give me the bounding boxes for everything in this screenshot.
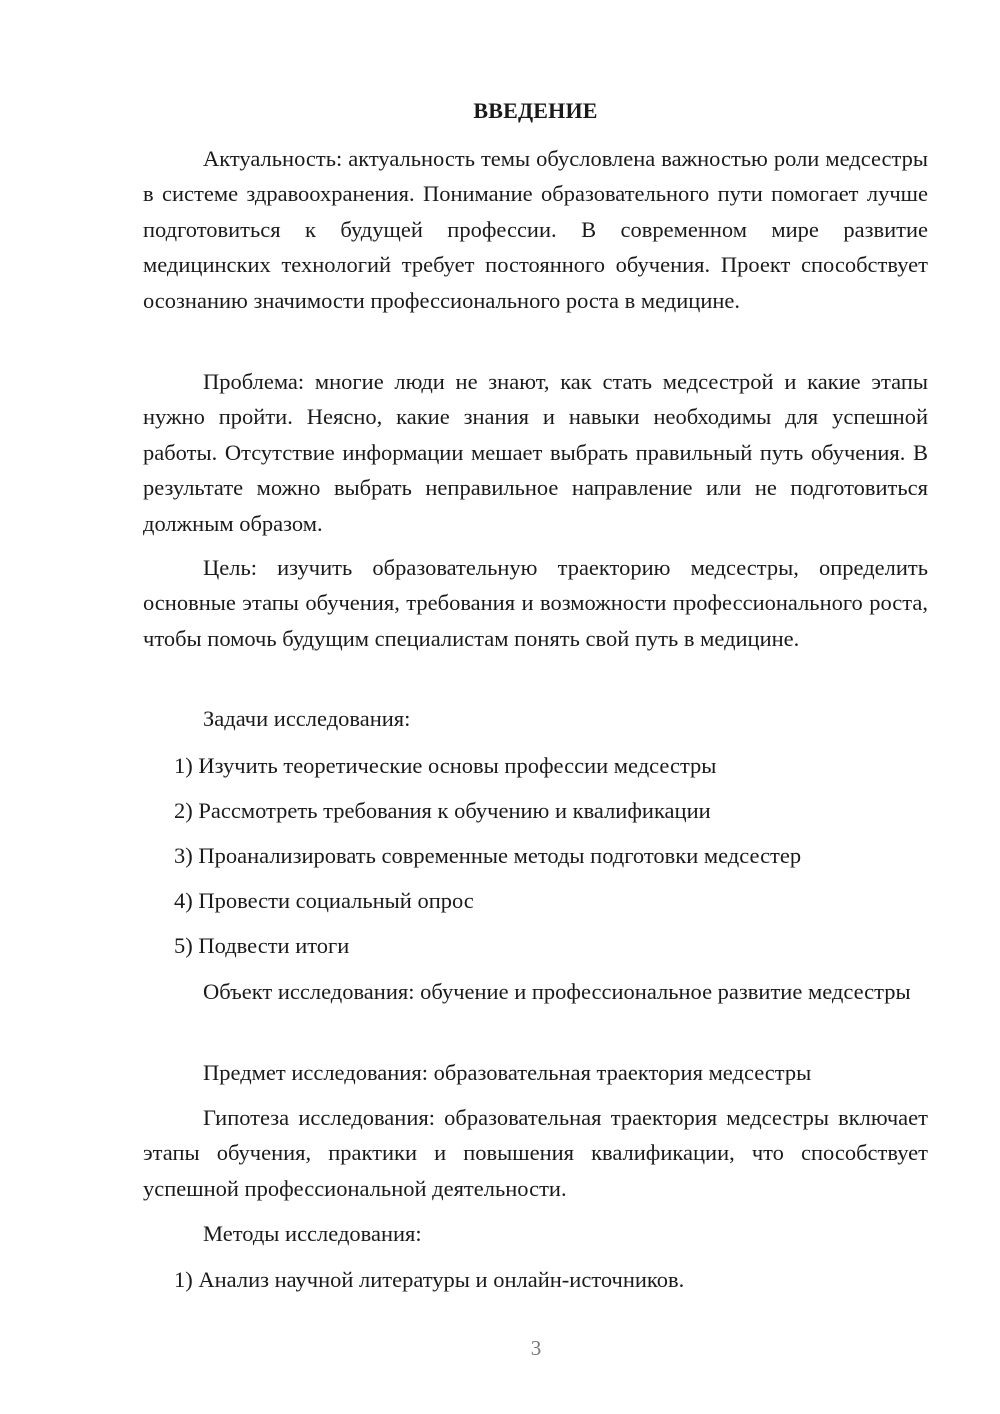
task-item: 1) Изучить теоретические основы профессии медсестры xyxy=(174,753,717,778)
page-title: ВВЕДЕНИЕ xyxy=(473,98,598,123)
task-item: 4) Провести социальный опрос xyxy=(174,888,474,913)
task-item: 3) Проанализировать современные методы подготовки медсестер xyxy=(174,843,802,868)
task-item: 5) Подвести итоги xyxy=(174,933,350,958)
hypothesis-paragraph: Гипотеза исследования: образовательная траектория медсестры включает этапы обучения, практики и повышения квалификации, что способствует успешной профессиональной деятельности. xyxy=(143,1105,928,1201)
task-item: 2) Рассмотреть требования к обучению и квалификации xyxy=(174,798,711,823)
method-item: 1) Анализ научной литературы и онлайн-источников. xyxy=(174,1267,685,1292)
relevance-paragraph: Актуальность: актуальность темы обусловлена важностью роли медсестры в системе здравоохранения. Понимание образовательного пути помогает лучше подготовиться к будущей профессии. В современном мире развитие медицинских технологий требует постоянного обучения. Проект способствует осознанию значимости профессионального роста в медицине. xyxy=(143,146,928,313)
problem-paragraph: Проблема: многие люди не знают, как стать медсестрой и какие этапы нужно пройти. Неясно, какие знания и навыки необходимы для успешной работы. Отсутствие информации мешает выбрать правильный путь обучения. В результате можно выбрать неправильное направление или не подготовиться должным образом. xyxy=(143,369,928,536)
methods-heading: Методы исследования: xyxy=(203,1221,422,1246)
tasks-heading: Задачи исследования: xyxy=(203,706,411,731)
subject-paragraph: Предмет исследования: образовательная траектория медсестры xyxy=(203,1060,812,1085)
page-number: 3 xyxy=(530,1336,542,1360)
object-paragraph: Объект исследования: обучение и профессиональное развитие медсестры xyxy=(203,979,911,1004)
goal-paragraph: Цель: изучить образовательную траекторию медсестры, определить основные этапы обучения, требования и возможности профессионального роста, чтобы помочь будущим специалистам понять свой путь в медицине. xyxy=(143,555,928,651)
